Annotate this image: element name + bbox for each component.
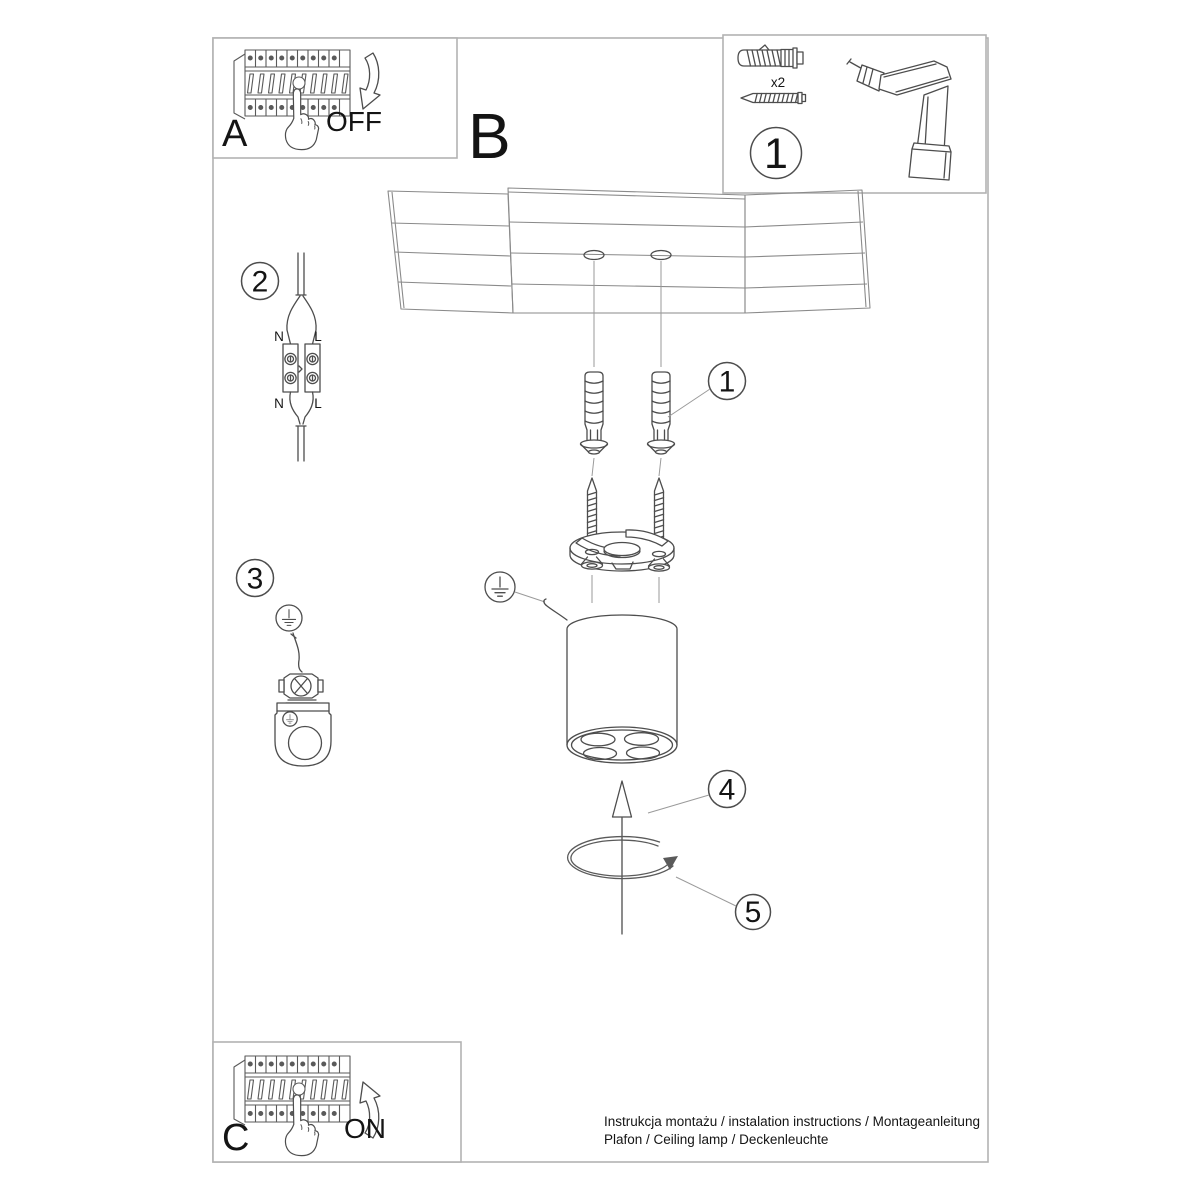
section-b-label: B bbox=[468, 100, 511, 172]
step1-badge: 1 bbox=[718, 365, 736, 399]
tools-panel bbox=[723, 35, 986, 193]
step2-badge: 2 bbox=[251, 265, 269, 299]
page-border bbox=[213, 38, 988, 1162]
label-l-top: L bbox=[314, 329, 322, 344]
panel-c-power-on bbox=[213, 1042, 461, 1162]
ground-clamp-icon bbox=[279, 674, 323, 698]
label-l-bottom: L bbox=[314, 396, 322, 411]
step3-badge: 3 bbox=[246, 562, 264, 596]
footer-line1: Instrukcja montażu / instalation instructions / Montageanleitung bbox=[604, 1114, 980, 1129]
step4-badge: 4 bbox=[718, 773, 736, 807]
terminal-block-left bbox=[283, 344, 298, 392]
terminal-block-right bbox=[305, 344, 320, 392]
footer-line2: Plafon / Ceiling lamp / Deckenleuchte bbox=[604, 1132, 829, 1147]
panel-a-power-off bbox=[213, 38, 457, 158]
panel-a-label: A bbox=[222, 113, 248, 155]
panel-c-label: C bbox=[222, 1117, 250, 1159]
tools-badge: 1 bbox=[764, 130, 788, 178]
anchor-quantity: x2 bbox=[770, 75, 786, 90]
breaker-strip-icon bbox=[234, 1056, 350, 1125]
on-label: ON bbox=[344, 1113, 386, 1144]
label-n-top: N bbox=[274, 329, 284, 344]
off-label: OFF bbox=[326, 106, 382, 137]
step5-badge: 5 bbox=[744, 896, 762, 929]
label-n-bottom: N bbox=[274, 396, 284, 411]
